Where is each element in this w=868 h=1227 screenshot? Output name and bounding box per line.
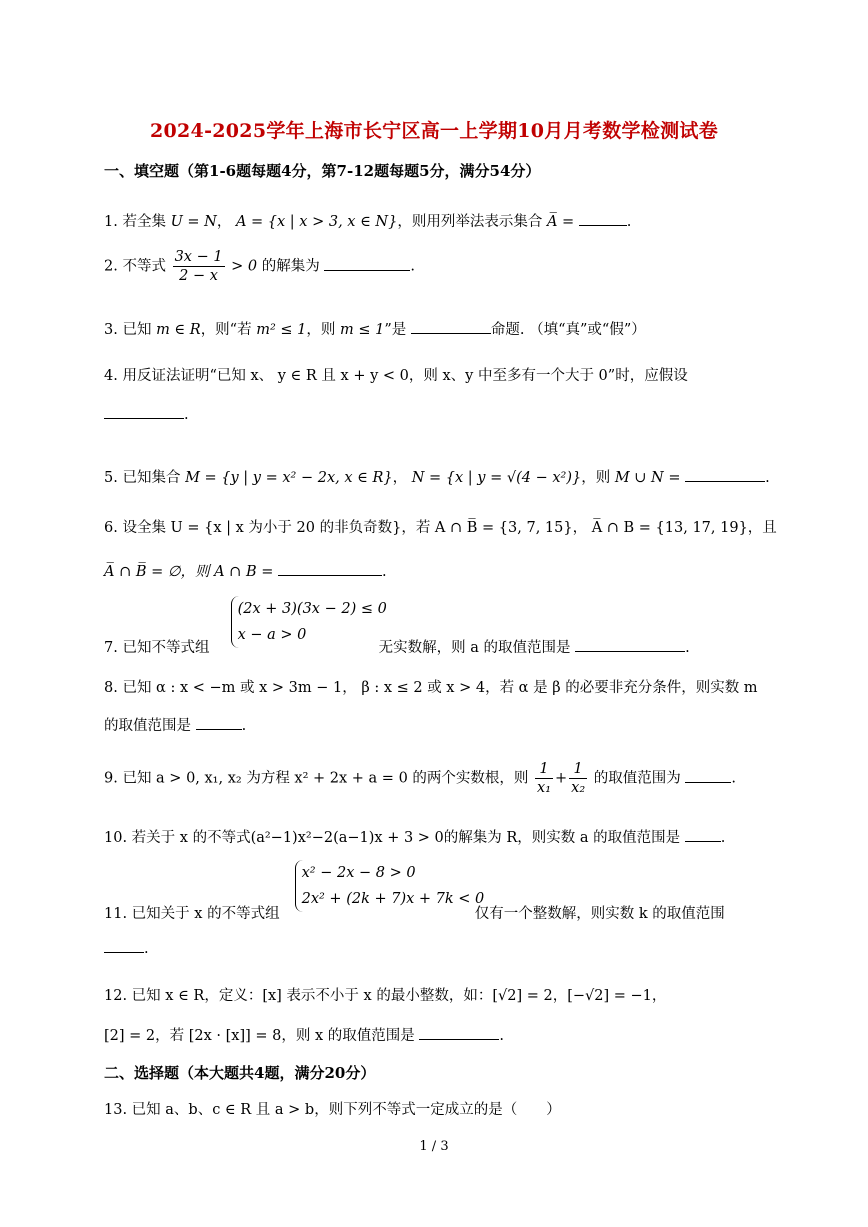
question-12: 12. 已知 x ∈ R，定义：[x] 表示不小于 x 的最小整数，如：[√2] = 2，[−√2] = −1， [104, 988, 667, 1004]
q1-universal-set: U = N [170, 214, 217, 230]
q5-answer-blank[interactable] [685, 467, 765, 482]
q1-answer-blank[interactable] [579, 211, 627, 226]
question-5 [104, 466, 770, 487]
q7-prefix: 7. 已知不等式组 [104, 640, 210, 656]
q9-numerator-2: 1 [569, 760, 587, 779]
q12-end: . [499, 1028, 504, 1044]
q1-end: . [626, 214, 632, 230]
section-fill-in-heading: 一、填空题（第1-6题每题4分，第7-12题每题5分，满分54分） [104, 162, 541, 180]
q10-text: 10. 若关于 x 的不等式(a²−1)x²−2(a−1)x + 3 > 0的解集为 R，则实数 a 的取值范围是 [104, 830, 681, 846]
q3-text-1: ，则“若 [200, 322, 252, 338]
q11-row-2: 2x² + (2k + 7)x + 7k < 0 [301, 891, 485, 907]
q3-end: 命题. （填“真”或“假”） [490, 322, 646, 338]
question-8: 8. 已知 α : x < −m 或 x > 3m − 1， β : x ≤ 2 或 x > 4，若 α 是 β 的必要非充分条件，则实数 m [104, 680, 758, 696]
question-4-line-2 [104, 404, 189, 423]
q9-text: 的取值范围为 [593, 770, 681, 787]
q9-answer-blank[interactable] [685, 768, 731, 783]
q9-plus: + [555, 770, 568, 787]
question-11-line-2 [104, 938, 149, 957]
q5-union: M ∪ N = [614, 470, 681, 486]
q3-text-2: ，则 [306, 322, 336, 338]
q1-set-a: A = {x | x > 3, x ∈ N} [235, 214, 398, 230]
q1-prefix: 1. 若全集 [104, 214, 166, 230]
q9-denominator-2: x₂ [571, 780, 586, 796]
page-number: 1 / 3 [419, 1139, 449, 1154]
q7-answer-blank[interactable] [575, 637, 685, 652]
question-11-text [104, 902, 725, 923]
q7-end: . [685, 640, 690, 656]
question-7-text [104, 636, 690, 657]
q1-comma: ， [216, 214, 232, 230]
q10-answer-blank[interactable] [685, 827, 721, 842]
q11-answer-blank[interactable] [104, 938, 144, 953]
q2-inequality: > 0 [231, 258, 258, 275]
q5-set-m: M = {y | y = x² − 2x, x ∈ R} [185, 470, 393, 486]
section-choice-heading: 二、选择题（本大题共4题，满分20分） [104, 1064, 376, 1082]
q2-prefix: 2. 不等式 [104, 258, 166, 275]
q4-end: . [184, 407, 189, 423]
question-9 [104, 760, 736, 797]
q9-denominator-1: x₁ [537, 780, 552, 796]
q5-end: . [765, 470, 770, 486]
q6-answer-blank[interactable] [278, 561, 382, 576]
q3-prefix: 3. 已知 [104, 322, 152, 338]
q3-text-3: ”是 [384, 322, 407, 338]
q9-numerator-1: 1 [535, 760, 553, 779]
q5-text: ，则 [581, 470, 611, 486]
q1-complement: A̅ = [546, 214, 575, 230]
q11-prefix: 11. 已知关于 x 的不等式组 [104, 906, 280, 922]
q3-math-2: m² ≤ 1 [256, 322, 307, 338]
q5-set-n: N = {x | y = √(4 − x²)} [411, 470, 582, 486]
q2-text: 的解集为 [261, 258, 320, 275]
q8-end: . [241, 718, 247, 734]
q5-prefix: 5. 已知集合 [104, 470, 181, 486]
question-3 [104, 318, 646, 339]
question-8-line-2 [104, 714, 246, 735]
q6-end: . [381, 564, 387, 580]
q11-end: . [144, 941, 149, 957]
q10-end: . [720, 830, 726, 846]
q2-answer-blank[interactable] [324, 256, 410, 271]
q12-text: [2] = 2，若 [2x · [x]] = 8，则 x 的取值范围是 [104, 1028, 415, 1044]
q8-text: 的取值范围是 [104, 718, 191, 734]
q11-row-1: x² − 2x − 8 > 0 [301, 865, 416, 881]
q2-fraction [173, 248, 225, 285]
q7-text: 无实数解，则 a 的取值范围是 [378, 640, 571, 656]
q11-text: 仅有一个整数解，则实数 k 的取值范围 [474, 906, 725, 922]
question-2 [104, 248, 415, 285]
q4-answer-blank[interactable] [104, 404, 184, 419]
q9-end: . [731, 770, 736, 787]
question-6-line-2 [104, 560, 387, 581]
q2-end: . [410, 258, 415, 275]
question-12-line-2 [104, 1024, 504, 1045]
question-6: 6. 设全集 U = {x | x 为小于 20 的非负奇数}，若 A ∩ B̅ = {3, 7, 15}， A̅ ∩ B = {13, 17, 19}，且 [104, 520, 777, 536]
question-1 [104, 210, 631, 231]
question-10 [104, 826, 725, 847]
question-13: 13. 已知 a、b、c ∈ R 且 a > b，则下列不等式一定成立的是（ ） [104, 1102, 561, 1118]
q3-math-3: m ≤ 1 [339, 322, 385, 338]
q7-row-1: (2x + 3)(3x − 2) ≤ 0 [237, 601, 387, 617]
q7-row-2: x − a > 0 [237, 627, 307, 643]
q8-answer-blank[interactable] [196, 715, 242, 730]
q9-fraction-2 [569, 760, 587, 797]
exam-title: 2024-2025学年上海市长宁区高一上学期10月月考数学检测试卷 [150, 120, 718, 142]
q9-fraction-1 [535, 760, 553, 797]
q9-prefix: 9. 已知 a > 0, x₁, x₂ 为方程 x² + 2x + a = 0 的两个实数根，则 [104, 770, 529, 787]
q5-comma: ， [392, 470, 408, 486]
question-4: 4. 用反证法证明“已知 x、 y ∈ R 且 x + y < 0，则 x、y 中至多有一个大于 0”时，应假设 [104, 368, 688, 384]
q3-math-1: m ∈ R [156, 322, 201, 338]
q6-expression: A̅ ∩ B̅ = ∅，则 A ∩ B = [104, 564, 274, 580]
q2-numerator: 3x − 1 [174, 249, 223, 265]
q12-answer-blank[interactable] [419, 1025, 499, 1040]
q1-text: ，则用列举法表示集合 [397, 214, 543, 230]
q3-answer-blank[interactable] [411, 319, 491, 334]
q2-denominator: 2 − x [179, 268, 218, 284]
